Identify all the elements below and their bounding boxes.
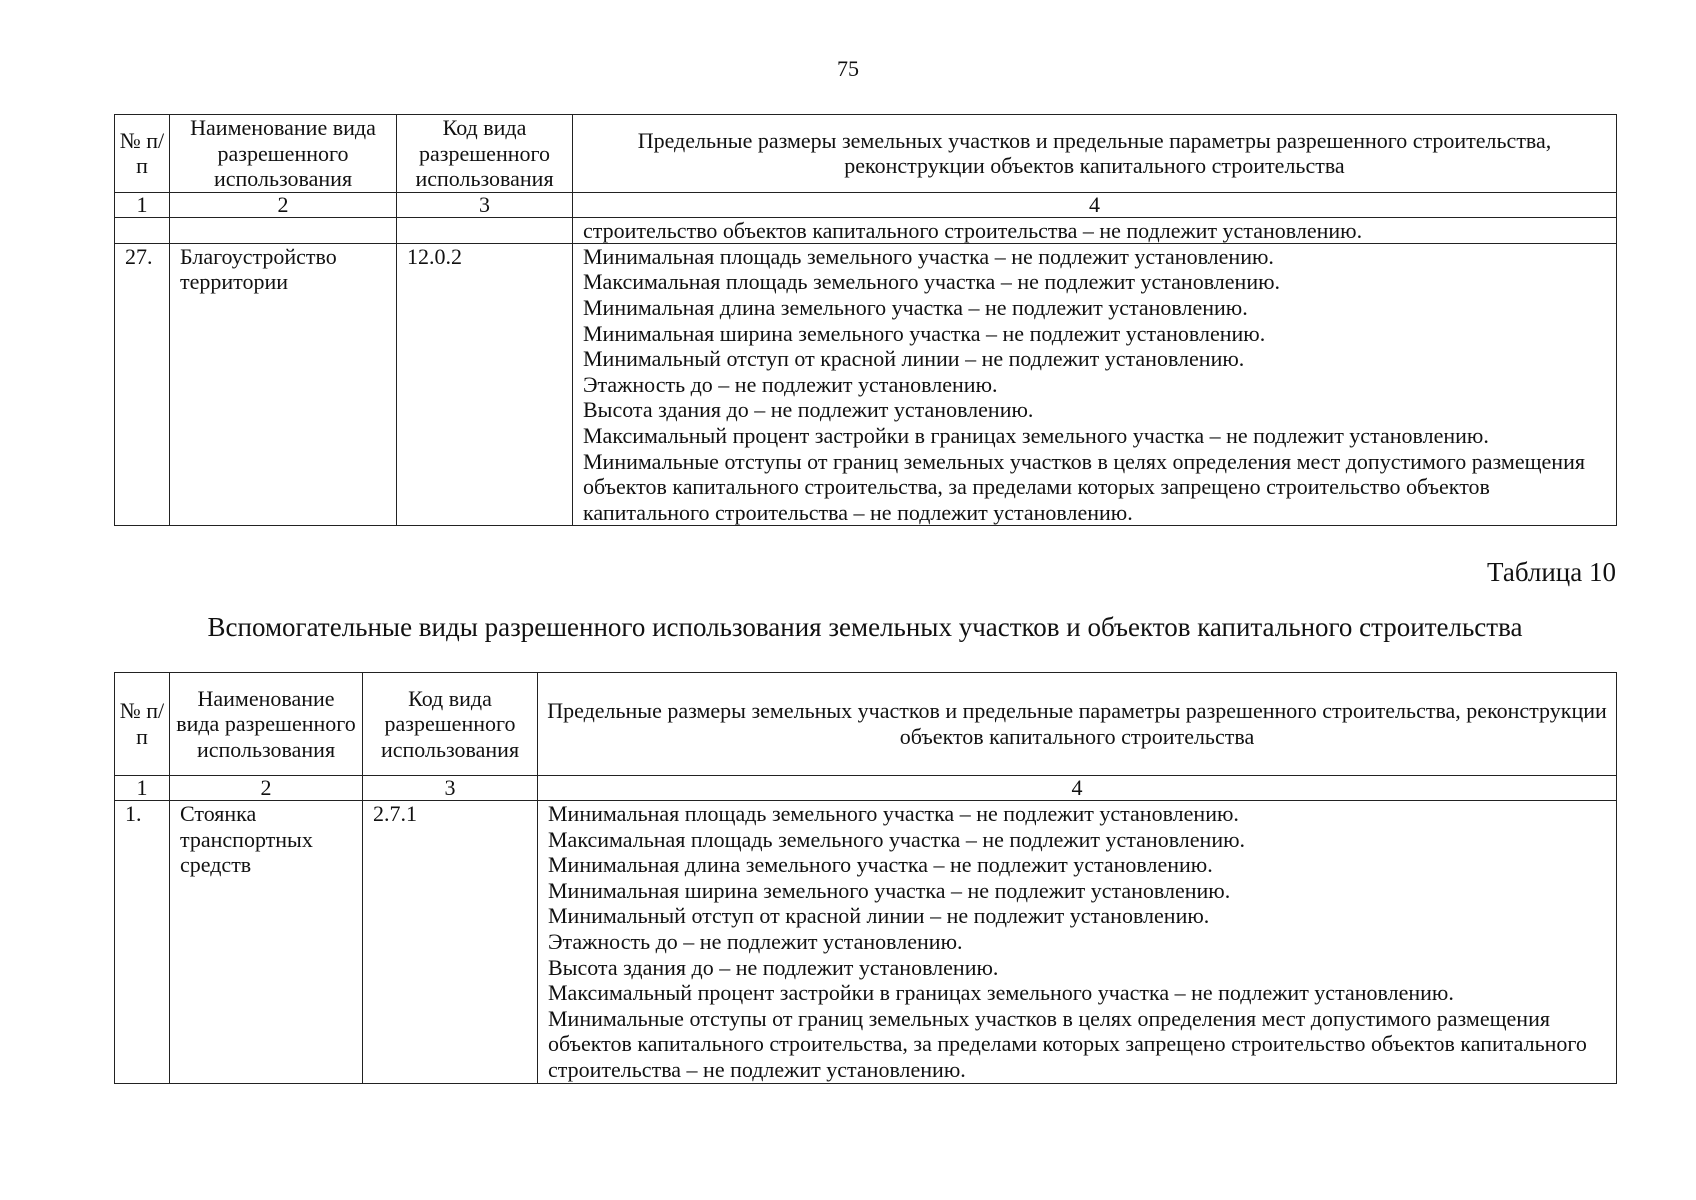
- table-header-row: [115, 115, 1617, 193]
- row-num: 27.: [115, 243, 170, 526]
- param-line: Высота здания до – не подлежит установлению.: [583, 397, 1034, 423]
- row-code: [397, 217, 573, 243]
- header-name: Наименование вида разрешенного использования: [170, 673, 363, 776]
- header-code: Код вида разрешенного использования: [363, 673, 538, 776]
- row-name: [170, 217, 397, 243]
- row-num: 1.: [115, 801, 170, 1084]
- header-name: Наименование вида разрешенного использования: [170, 115, 397, 193]
- param-line: Минимальная ширина земельного участка – не подлежит установлению.: [548, 877, 1231, 903]
- row-code: 2.7.1: [363, 801, 538, 1084]
- column-numbers-row: [115, 776, 1617, 801]
- param-line: Высота здания до – не подлежит установлению.: [548, 954, 999, 980]
- param-line: Этажность до – не подлежит установлению.: [583, 371, 998, 397]
- param-line: Минимальный отступ от красной линии – не подлежит установлению.: [548, 903, 1210, 929]
- param-line: Минимальная длина земельного участка – не подлежит установлению.: [548, 852, 1213, 878]
- continuation-row: [115, 217, 1617, 243]
- param-line: Минимальная ширина земельного участка – не подлежит установлению.: [583, 320, 1266, 346]
- col-number: 2: [170, 192, 397, 217]
- param-line: Максимальный процент застройки в границах земельного участка – не подлежит установлению.: [548, 980, 1454, 1006]
- row-name: Благоустройство территории: [170, 243, 397, 526]
- param-line: Минимальная площадь земельного участка – не подлежит установлению.: [548, 801, 1239, 826]
- col-number: 3: [363, 776, 538, 801]
- row-params: строительство объектов капитального строительства – не подлежит установлению.: [573, 217, 1617, 243]
- col-number: 3: [397, 192, 573, 217]
- param-line: Этажность до – не подлежит установлению.: [548, 928, 963, 954]
- param-line: Максимальный процент застройки в границах земельного участка – не подлежит установлению.: [583, 422, 1489, 448]
- row-name: Стоянка транспортных средств: [170, 801, 363, 1084]
- param-line: Минимальные отступы от границ земельных участков в целях определения мест допустимого размещения объектов капитального строительства, за пределами которых запрещено строительство объектов капитального строительства – не подлежит установлению.: [548, 1005, 1587, 1082]
- header-num: № п/п: [115, 673, 170, 776]
- row-num: [115, 217, 170, 243]
- param-line: Максимальная площадь земельного участка – не подлежит установлению.: [548, 826, 1246, 852]
- table-caption: Таблица 10: [1487, 557, 1616, 587]
- table-row: [115, 801, 1617, 1084]
- col-number: 4: [573, 192, 1617, 217]
- table-row: [115, 243, 1617, 526]
- page-number: 75: [837, 56, 859, 81]
- param-line: Минимальные отступы от границ земельных участков в целях определения мест допустимого размещения объектов капитального строительства, за пределами которых запрещено строительство объектов капитального строительства – не подлежит установлению.: [583, 448, 1585, 525]
- table-title: Вспомогательные виды разрешенного использования земельных участков и объектов капитального строительства: [207, 612, 1523, 642]
- header-num: № п/п: [115, 115, 170, 193]
- table-header-row: [115, 673, 1617, 776]
- param-line: Минимальный отступ от красной линии – не подлежит установлению.: [583, 346, 1245, 372]
- param-line: Максимальная площадь земельного участка – не подлежит установлению.: [583, 269, 1281, 295]
- col-number: 4: [538, 776, 1617, 801]
- land-use-table-continued: [114, 114, 1617, 526]
- row-params: [538, 801, 1617, 1084]
- param-line: Минимальная длина земельного участка – не подлежит установлению.: [583, 294, 1248, 320]
- header-params: Предельные размеры земельных участков и предельные параметры разрешенного строительства, реконструкции объектов капитального строительства: [573, 115, 1617, 193]
- row-params: [573, 243, 1617, 526]
- col-number: 1: [115, 776, 170, 801]
- auxiliary-land-use-table: [114, 672, 1617, 1084]
- header-params: Предельные размеры земельных участков и предельные параметры разрешенного строительства, реконструкции объектов капитального строительства: [538, 673, 1617, 776]
- param-line: Минимальная площадь земельного участка – не подлежит установлению.: [583, 243, 1274, 269]
- col-number: 1: [115, 192, 170, 217]
- row-code: 12.0.2: [397, 243, 573, 526]
- header-code: Код вида разрешенного использования: [397, 115, 573, 193]
- column-numbers-row: [115, 192, 1617, 217]
- col-number: 2: [170, 776, 363, 801]
